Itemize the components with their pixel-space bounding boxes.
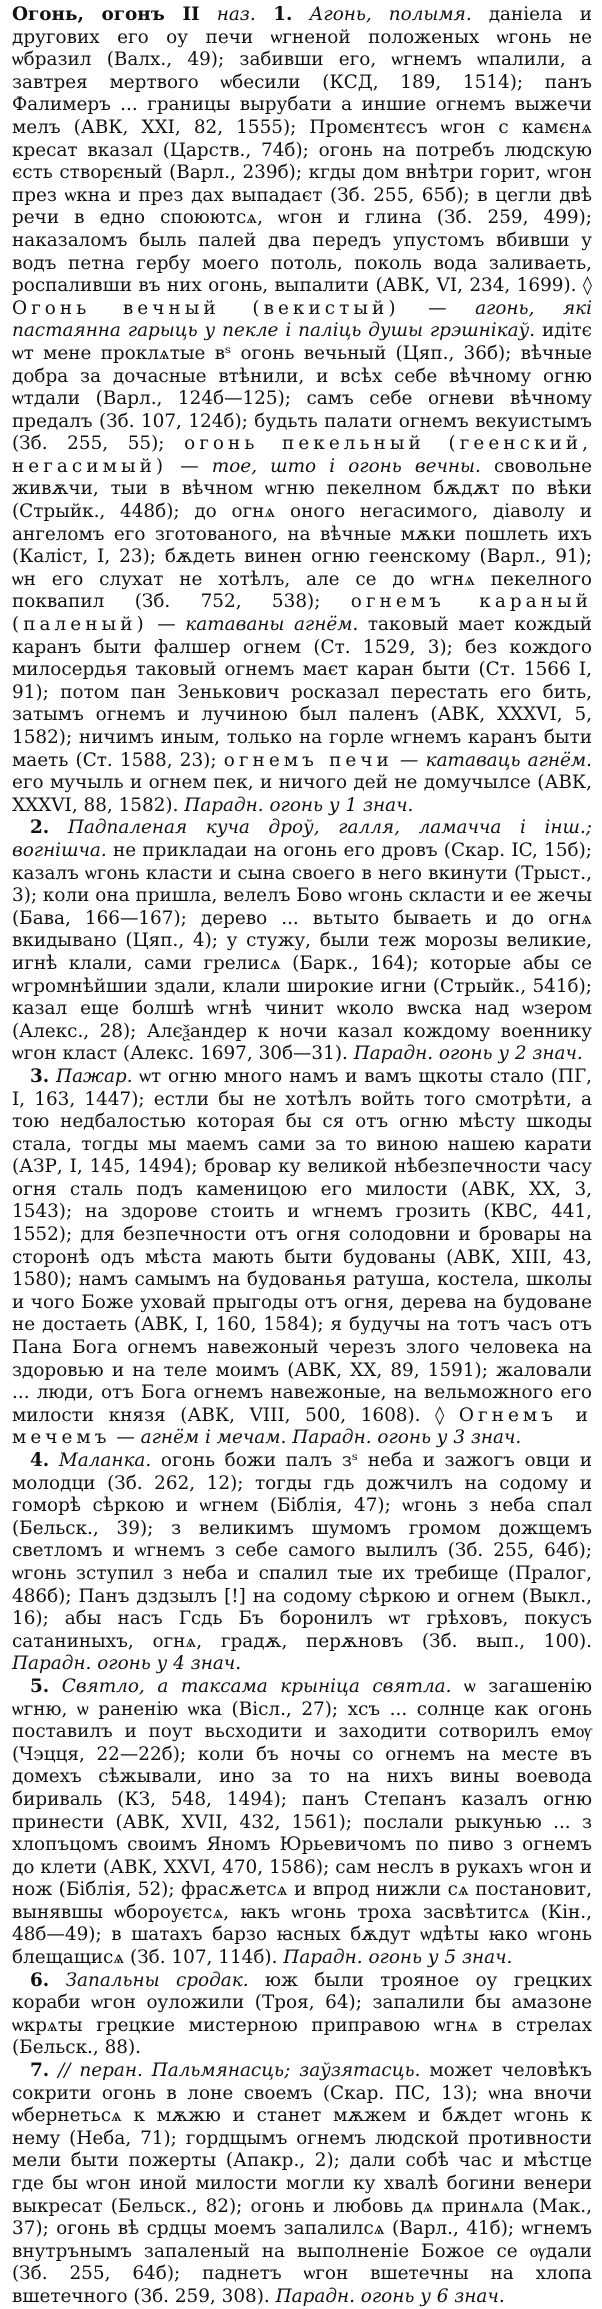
sense-citations: ѡ загашенію ѡгню, ѡ раненію ѡка (Вісл., 27); хсъ ... солнце как огонь поставилъ и поут вьсходити и заходити сотворилъ емѹ (Чэцця, 22—22б); коли бъ ночы со огнемъ на месте въ домехъ сѣжывали, ино за то на нихъ вины воевода бириваль (КЗ, 548, 1494); панъ Степанъ казалъ огню принести (АВК, XVII, 432, 1561); послали рыкунью ... з хлопъцомъ своимъ Яномъ Юрьевичомъ по пиво з огнемъ до клети (АВК, XXVI, 470, 1586); сам неслъ в рукахъ ѡгон и нож (Біблія, 52); фрасѫетсѧ и впрод нижли сѧ постановит, вынявшы ѡбороуєтсѧ, ꙗкъ ѡгонь троха засвѣтитсѧ (Кін., 48б—49); в шатахъ барзо ꙗсных бѫдут ѡдѣты ꙗко ѡгонь блещащисѧ (Зб. 107, 114б). [12, 1675, 592, 1969]
phrase: Огонь вечный (векистый) [12, 297, 400, 319]
sense-citations: даніела и другових его оу печи ѡгненой положеных ѡгонь не ѡбразил (Валх., 49); забивши его, ѡгнемъ ѡпалили, а завтрея мертвого ѡбесили (КСД, 189, 1514); панъ Фалимеръ ... границы вырубати а иншие огнемъ выжечи мелъ (АВК, XXI, 82, 1555); Промєнтєсъ ѡгон с камєнѧ кресат вказал (Царств., 74б); огонь на потребъ людскую єсть створєный (Варл., 239б); кгды дом внѣтри горит, ѡгон през ѡкна и през дах выпадаєт (Зб. 255, 65б); в цегли двѣ речи в едно споюютсѧ, ѡгон и глина (Зб. 259, 499); наказаломъ быль палей два передъ упустомъ вбивши у водъ петна гербу моего потоль, поколь вода заливаеть, роспаливши въ них огонь, выпалити (АВК, VI, 234, 1699). ◊ [12, 4, 592, 297]
sense-number: 6. [30, 1969, 50, 1991]
phrase-dash: — [147, 614, 186, 636]
sense-number: 7. [30, 2060, 50, 2082]
sense-citations: таковый мает кождый каранъ быти фалшер огнем (Ст. 1529, 3); без кождого милосердья таковый огнемъ маєт каран быти (Ст. 1566 I, 91); потом пан Зенькович росказал перестать его бить, затымъ огнемъ и лучиною был паленъ (АВК, XXXVI, 5, 1582); ничимъ иным, только на горле ѡгнемъ каранъ быти маеть (Ст. 1588, 23); [12, 614, 592, 771]
sense-citations: идітє ѡт мене проклѧтые вˢ огонь вечьный (Цяп., 36б); вѣчные добра за дочасные втѣнили, и всѣх себе вѣчному огню ѡтдали (Варл., 124б—125); самъ себе огневи вѣчному предалъ (Зб. 107, 124б); будьть палати огнемъ векуистымъ (Зб. 255, 55); [12, 320, 592, 455]
sense-citations: юж были трояное оу грецких кораби ѡгон оуложили (Троя, 64); запалили бы амазоне ѡкрѧты грецкие мистерною приправою ѡгнѧ в стрелах (Бельск., 88). [12, 1969, 592, 2059]
sense-1 [12, 4, 592, 817]
sense-number: 5. [30, 1675, 50, 1697]
sense-gloss: Запальны сродак. [49, 1969, 249, 1991]
phrase-translation: агнём і мечам. [140, 1427, 287, 1449]
sense-gloss: Маланка. [49, 1450, 152, 1471]
phrase-dash: — [399, 297, 476, 319]
sense-citations: может человѣкъ сокрити огонь в лоне своемъ (Скар. ПС, 13); ѡна вночи ѡбернетьсѧ к мѫжю и станет мѫжем и бѫдет ѡгонь к нему (Неба, 71); гордщымъ огнемъ людской противности мели быти пожерты (Апакр., 2); дали собѣ час и мѣстце где бы ѡгон иной милости могли ку хвалѣ богини венери выкресат (Бельск., 82); огонь и любовь дѧ принѧла (Мак., 37); огонь вѣ срдцы моемъ запалилсѧ (Варл., 41б); ѡгнемъ внутрънымъ запаленый на выполненіе Божое се ѹдали (Зб. 255, 64б); паднетъ ѡгон вшетечны на хлопа вшетечного (Зб. 259, 308). [12, 2060, 592, 2307]
sense-gloss: Святло, а таксама крыніца святла. [49, 1675, 452, 1697]
sense-number: 1. [255, 4, 293, 25]
sense-citations: не прикладаи на огонь его дровъ (Скар. IC, 15б); казалъ ѡгонь класти и сына своего в него вкинути (Трыст., 3); коли она пришла, велелъ Бово ѡгонь скласти и ее жечы (Бава, 166—167); дерево ... вьтыто бываеть и до огнѧ вкидывано (Цяп., 4); у стужу, были теж морозы великие, игнѣ клали, сами грелисѧ (Барк., 164); которые абы се ѡгромнѣйшии здали, клали широкие игни (Стрыйк., 541б); казал еще болшѣ ѡгнѣ чинит ѡколо вѡска над ѡзером (Алекс., 28); Алєѯандер к ночи казал кождому военнику ѡгон класт (Алекс. 1697, 30б—31). [12, 839, 592, 1065]
sense-gloss: // перан. Пальмянасць; заўзятасць. [49, 2060, 421, 2082]
sense-5 [12, 1676, 592, 1970]
phrase: Огнемъ и мечемъ [12, 1404, 592, 1449]
phrase-translation: тое, што і огонь вечны. [211, 455, 481, 477]
phrase-translation: катаваны агнём. [185, 614, 359, 636]
phrase-dash: — [167, 455, 212, 477]
phrase-dash: — [392, 749, 426, 771]
sense-number: 3. [30, 1065, 50, 1087]
sense-number: 2. [30, 817, 50, 839]
paradigm-note: Парадн. огонь у 5 знач. [277, 1947, 513, 1969]
paradigm-note: Парадн. огонь у 2 знач. [347, 1043, 583, 1065]
sense-gloss: Падпаленая куча дроў, галля, ламачча і інш.; вогнішча. [12, 817, 592, 861]
sense-citations: свовольне живѫчи, тыи в вѣчном ѡгню пекелном бѫдѫт по вѣки (Стрыйк., 448б); до огнѧ оного негасимого, діаволу и ангеломъ его зготованого, на вѣчные мѫки пошлеть ихъ (Каліст, I, 23); бѫдеть винен огню геенскому (Варл., 91); ѡн его слухат не хотѣлъ, але се до ѡгнѧ пекелного поквапил (Зб. 752, 538); [12, 455, 592, 613]
sense-7 [12, 2060, 592, 2309]
sense-gloss: Пажар. [49, 1065, 133, 1087]
sense-gloss: Агонь, полымя. [292, 4, 472, 25]
paradigm-note: Парадн. огонь у 3 знач. [286, 1427, 522, 1449]
sense-number: 4. [30, 1450, 50, 1471]
dictionary-entry [12, 4, 592, 2309]
phrase-translation: катаваць агнём. [425, 749, 592, 771]
phrase: огнемъ караный (паленый) [12, 591, 592, 636]
paradigm-note: Парадн. огонь у 4 знач. [12, 1653, 242, 1675]
phrase: огнемъ печи [223, 749, 393, 771]
entry-headword: Огонь, огонъ II [12, 4, 200, 25]
sense-2 [12, 817, 592, 1066]
part-of-speech: наз. [199, 4, 256, 25]
sense-3 [12, 1066, 592, 1450]
phrase: огонь пекельный (геенский, негасимый) [12, 433, 592, 477]
phrase-translation: агонь, які пастаянна гарыць у пекле і паліць душы грэшнікаў. [12, 297, 592, 342]
sense-4 [12, 1450, 592, 1676]
paradigm-note: Парадн. огонь у 6 знач. [269, 2285, 505, 2307]
sense-citations: ѡт огню много намъ и вамъ щкоты стало (ПГ, I, 163, 1447); естли бы не хотѣлъ войть того смотрѣти, а тою недбалостью которая бы ся отъ огню мѣсту шкоды стала, тогды мы маемъ сами за то виною нашею карати (АЗР, I, 145, 1494); бровар ку великой нѣбезпечности часу огня сталь подъ каменицою его милости (АВК, XX, 3, 1543); на здорове стоить и ѡгнемъ грозить (КВС, 441, 1552); для безпечности отъ огня солодовни и бровары на сторонѣ одъ мѣста мають быти будованы (АВК, XIII, 43, 1580); намъ самымъ на будованья ратуша, костела, школы и чого Боже уховай прыгоды отъ огня, дерева на будоване не достаеть (АВК, I, 160, 1584); я будучы на тотъ часъ отъ Пана Бога огнемъ навежоный черезъ злого человека на здоровью и на теле моимъ (АВК, XX, 89, 1591); жаловали ... люди, отъ Бога огнемъ навежоные, на вельможного его милости князя (АВК, VIII, 500, 1608). ◊ [12, 1065, 592, 1426]
sense-citations: огонь божи палъ зˢ неба и зажогъ овци и молодци (Зб. 262, 12); тогды гдь дожчилъ на содому и гоморѣ сѣркою и ѡгнем (Біблія, 47); ѡгонь з неба спал (Бельск., 39); з великимъ шумомъ громом дожщемъ светломъ и ѡгнемъ з себе самого вылилъ (Зб. 255, 64б); ѡгонь зступил з неба и спалил тые их требище (Пралог, 486б); Панъ дздзылъ [!] на содому сѣркою и огнем (Выкл., 16); абы насъ Гсдь Бъ боронилъ ѡт грѣховъ, покусъ сатаниныхъ, огнѧ, градѫ, перѫновъ (Зб. вып., 100). [12, 1450, 592, 1652]
phrase-dash: — [110, 1427, 141, 1449]
sense-citations: его мучыль и огнем пек, и ничого дей не домучылсе (АВК, XXXVI, 88, 1582). [12, 772, 592, 816]
sense-6 [12, 1970, 592, 2060]
paradigm-note: Парадн. огонь у 1 знач. [178, 794, 414, 816]
